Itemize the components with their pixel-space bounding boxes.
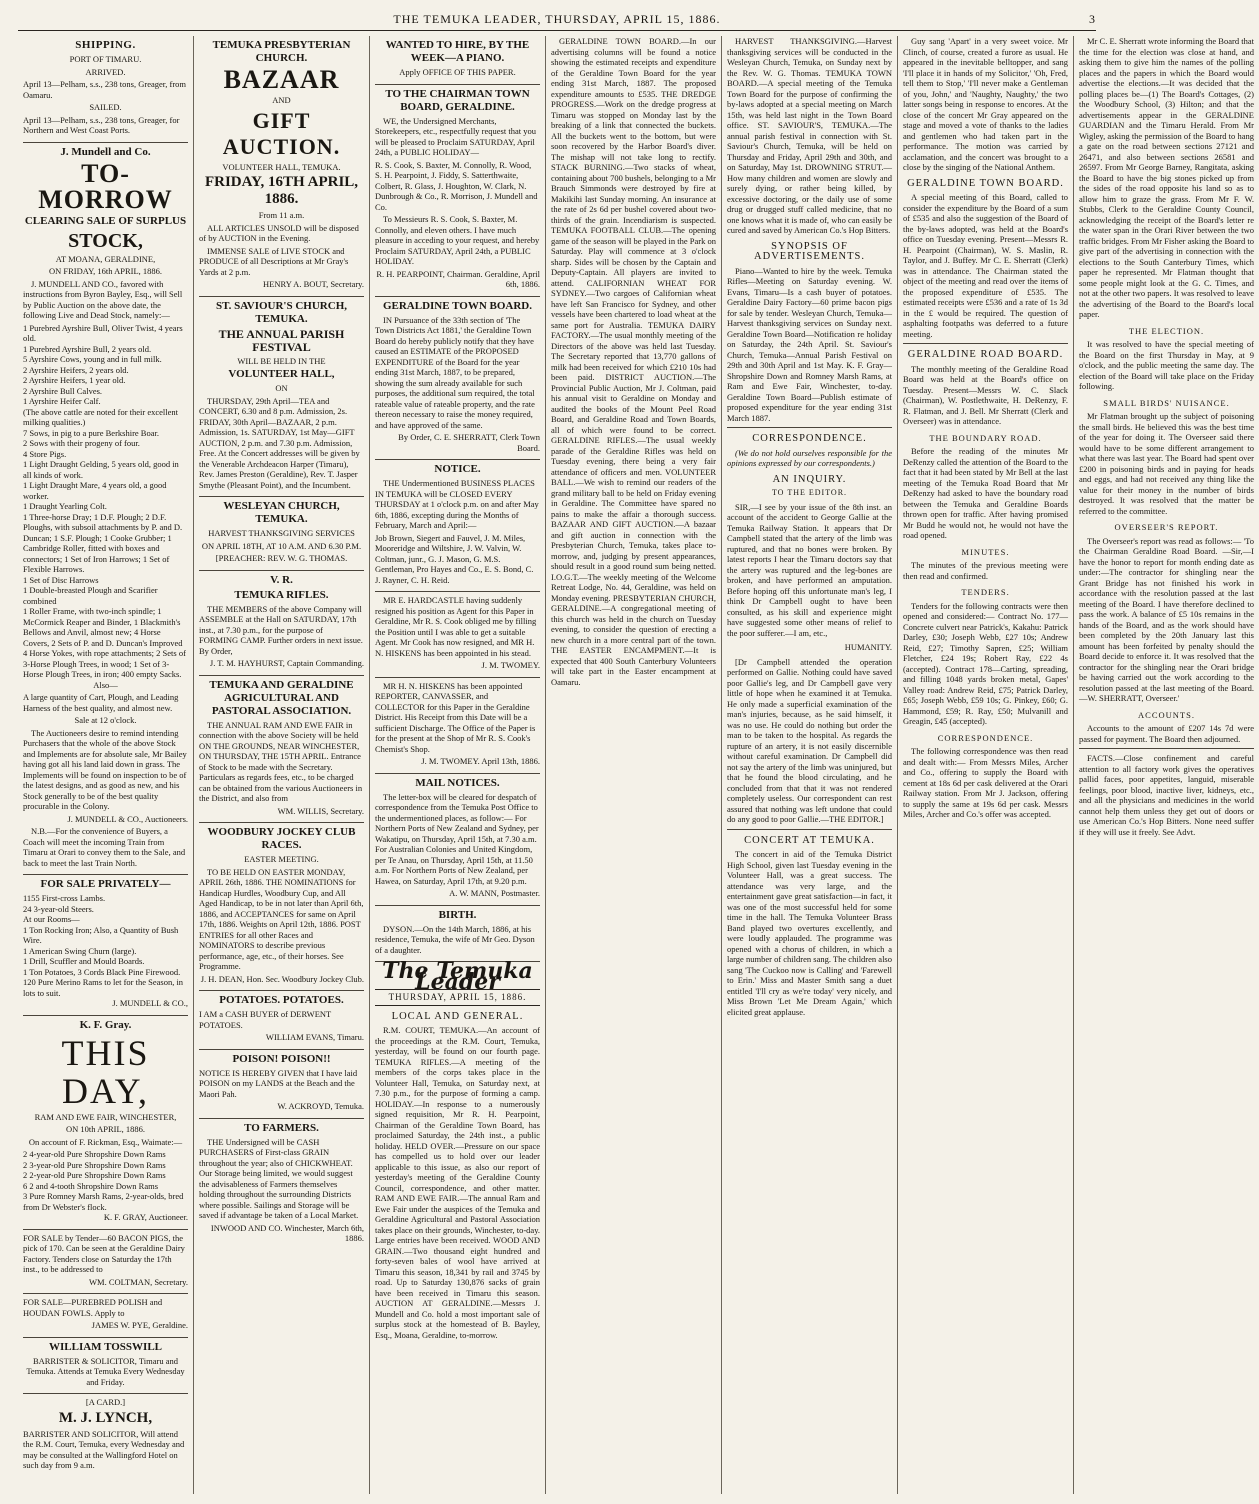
agent-body: MR E. HARDCASTLE having suddenly resigned his position as Agent for this Paper in Geraldine, Mr R. S. Cook obliged me by filling the Position until I was able to get a suitable Agent. Mr Cook has now resigned, and MR H. N. HISKENS has been appointed in his stead. [375, 595, 537, 658]
list-item: 24 3-year-old Steers. [23, 903, 94, 914]
held-line: WILL BE HELD IN THE [237, 355, 326, 366]
arrived-heading: ARRIVED. [85, 66, 126, 77]
ram-fair-date: ON 10th APRIL, 1886. [65, 1124, 146, 1134]
jockey-advert [199, 823, 364, 991]
gift-auction-heading: GIFT AUCTION. [222, 107, 341, 159]
potatoes-heading: POTATOES. POTATOES. [219, 994, 344, 1006]
requisition-names: R. S. Cook, S. Baxter, M. Connolly, R. Wood, S. H. Pearpoint, J. Fiddy, S. Satterthwaite, Colbert, R. Glass, J. Houghton, W. Clark, N. Dunbrough & Co., R. Morrison, J. Mundell and Co. [375, 159, 538, 212]
list-item: 2 3-year-old Pure Shropshire Down Rams [23, 1159, 166, 1170]
election-body: It was resolved to have the special meeting of the Board on the first Thursday in May, at 9 o'clock, and the public meeting the same day. The election of the Board will take place on the Friday following. [1079, 339, 1254, 391]
shipping-heading: SHIPPING. [75, 39, 136, 51]
also-body: A large quantity of Cart, Plough, and Leading Harness of the best quality, and almost new. [23, 692, 179, 713]
rifles-body: THE MEMBERS of the above Company will ASSEMBLE at the Hall on SATURDAY, 17th inst., at 7.30 p.m., for the purpose of FORMING CAMP. Further orders in next issue. By Order, [199, 603, 363, 656]
agri-sign: WM. WILLIS, Secretary. [277, 805, 364, 816]
farmers-heading: TO FARMERS. [244, 1121, 319, 1134]
page-number: 3 [1089, 12, 1096, 26]
synopsis-body: Piano—Wanted to hire by the week. Temuka Rifles—Meeting on Saturday evening. W. Evans, Timaru—Is a cash buyer of potatoes. Geraldine Dairy Factory—60 prime bacon pigs for sale by tender. Wesleyan Church, Temuka—Harvest thanksgiving services on Sunday next. Geraldine Town Board—Notification re holiday on Saturday, the 24th April. St. Saviour's Church, Temuka—Annual Parish Festival on 29th and 30th April and 1st May. K. F. Gray—Shropshire Down and Romney Marsh Rams, at Ram and Ewe Fair, Winchester, to-day. Geraldine Town Board—Publish estimate of proposed expenditure for the year ending 31st March 1887. [727, 265, 892, 423]
list-item: 2 Sows with their progeny of four. [23, 438, 140, 448]
mail-sign: A. W. MANN, Postmaster. [449, 888, 540, 898]
agent-notice [375, 592, 540, 678]
reporter-notice [375, 678, 540, 774]
poison-body: NOTICE IS HEREBY GIVEN that I have laid POISON on my LANDS at the Beach and the Maori Pah. [199, 1067, 358, 1099]
synopsis-heading: SYNOPSIS OF ADVERTISEMENTS. [754, 240, 865, 262]
closing-names: Job Brown, Siegert and Fauvel, J. M. Miles, Mooreridge and Wiltshire, J. W. Valvin, W. Coltman, junr., G. J. Mason, G. M.S. Gentleman, Pro Hayes and Co., E. S. Bond, C. J. Rayner, C. H. Reid. [375, 532, 534, 585]
sale-body: J. MUNDELL AND CO., favored with instructions from Byron Bayley, Esq., will Sell by Public Auction on the above date, the following Live and Dead Stock, namely:— [23, 278, 183, 320]
requisition-reply: To Messieurs R. S. Cook, S. Baxter, M. Connolly, and eleven others. I have much pleasure in acceding to your request, and hereby Proclaim SATURDAY, April 24th, a PUBLIC HOLIDAY. [375, 214, 540, 266]
festival-advert [199, 297, 364, 498]
sailed-heading: SAILED. [89, 102, 122, 112]
farmers-advert [199, 1119, 364, 1250]
bacon-advert [23, 1230, 188, 1295]
this-day-heading: THIS DAY, [61, 1032, 150, 1111]
town-board-report-body: A special meeting of this Board, called to consider the expenditure by the Board of a sum of £535 and also the suggestion of the Board of the by-laws adopted, was held at the Board's office on Tuesday evening. Present—Messrs R. H. Pearpoint (Chairman), W. S. Maslin, R. Taylor, and J. Buffey. Mr C. E. Sherratt (Clerk) was in attendance. The Chairman stated the object of the meeting and read over the items of the proposed expenditure of £535. The estimated receipts were £536 and a rate of 1s 3d in the £ would be required. The question of asphalting footpaths was deferred to a future meeting. [903, 192, 1068, 339]
private-sale-heading: FOR SALE PRIVATELY— [40, 878, 171, 890]
list-item: 1 Purebred Ayrshire Bull, 2 years old. [23, 343, 152, 354]
wesleyan-advert [199, 497, 364, 571]
gray-name: K. F. Gray. [79, 1018, 132, 1031]
private-sale-list [23, 893, 188, 998]
ram-fair-heading: RAM AND EWE FAIR, WINCHESTER, [34, 1111, 177, 1122]
shipping-notice [23, 36, 188, 143]
potatoes-advert [199, 991, 364, 1050]
minutes-body: The minutes of the previous meeting were then read and confirmed. [903, 560, 1068, 581]
list-item: 1 American Swing Churn (large). [23, 945, 137, 956]
overseer-heading: OVERSEER'S REPORT. [1114, 522, 1219, 532]
and-word: AND [272, 95, 291, 105]
farmers-body: THE Undersigned will be CASH PURCHASERS of First-class GRAIN throughout the year; also of CHICKWHEAT. Our Storage being limited, we would suggest the advisableness of Farmers themselves holding throughout the surrounding Districts where possible. Sailings and Storage will be saved if advantage be taken of a Local Market. [199, 1136, 359, 1220]
venue: VOLUNTEER HALL, TEMUKA. [222, 161, 341, 172]
piano-advert [375, 36, 540, 85]
masthead-title: THE TEMUKA LEADER, THURSDAY, APRIL 15, 1886. [393, 12, 721, 26]
newspaper-title: The Temuka Leader [382, 958, 533, 995]
also-heading: Also— [93, 679, 118, 690]
concert-body: The concert in aid of the Temuka District High School, given last Tuesday evening in the Volunteer Hall, was a great success. The attendance was very large, and the entertainment gave great satisfaction—in fact, it was one of the most successful held for some time in the hall. The Temuka Volunteer Brass Band played two overtures excellently, and were loudly applauded. The programme was opened with a chorus of children, in which a large number of children sang. The children also sang 'The Cuckoo now is Calling' and 'Farewell to Erin.' Miss and Master Smith sang a duet entitled 'I'll cry as we're today' very nicely, and Miss Brown 'Let Me Dream Again,' which elicited great applause. [727, 849, 892, 1017]
town-board-report-heading: GERALDINE TOWN BOARD. [907, 177, 1064, 189]
piano-heading: WANTED TO HIRE, BY THE WEEK—A PIANO. [385, 39, 530, 64]
ram-list [23, 1149, 188, 1212]
list-item: (The above cattle are noted for their excellent milking qualities.) [23, 406, 179, 427]
road-board-body: The monthly meeting of the Geraldine Road Board was held at the Board's office on Tuesday. Present—Messrs W. C. Slack (Chairman), W. Postlethwaite, H. DeRenzy, F. R. Flatman, and J. Bell. Mr Sherratt (Clerk and Overseer) was in attendance. [903, 363, 1068, 426]
poison-heading: POISON! POISON!! [232, 1052, 331, 1065]
board-correspondence-body: The following correspondence was then read and dealt with:— From Messrs Miles, Archer and Co., offering to supply the Board with cement at 18s 6d per cask delivered at the Orari Railway station. From Mr J. Jackson, offering to supply the same at 19s 6d per cask. Messrs Miles, Archer and Co.'s offer was accepted. [903, 746, 1068, 819]
festival-body: THURSDAY, 29th April—TEA and CONCERT, 6.30 and 8 p.m. Admission, 2s. FRIDAY, 30th April—BAZAAR, 2 p.m. Admission, 1s. SATURDAY, 1st May—GIFT AUCTION, 2 p.m. and 7.30 p.m. Admission, Free. At the Concert addresses will be given by the Venerable Archdeacon Harper (Timaru), Rev. James Preston (Geraldine), Rev. T. Jasper Smythe (Pleasant Point), and the Incumbent. [199, 395, 360, 490]
stock-heading: STOCK, [68, 229, 143, 252]
list-item: At our Rooms— [23, 914, 80, 924]
easter-heading: EASTER MEETING. [244, 854, 319, 864]
list-item: 1 Ayrshire Heifer Calf. [23, 396, 101, 406]
saviour-heading: ST. SAVIOUR'S CHURCH, TEMUKA. [215, 299, 347, 325]
harvest-date: ON APRIL 18TH, AT 10 A.M. AND 6.30 P.M. [201, 540, 362, 551]
hall-line: VOLUNTEER HALL, [228, 368, 335, 380]
list-item: 1 Draught Yearling Colt. [23, 501, 107, 511]
lynch-body: BARRISTER AND SOLICITOR, Will attend the R.M. Court, Temuka, every Wednesday and may be consulted at the Wallingford Hotel on such day from 9 a.m. [23, 1428, 185, 1470]
jockey-heading: WOODBURY JOCKEY CLUB RACES. [207, 826, 356, 851]
farmers-sign: INWOOD AND CO. Winchester, March 6th, 1886. [210, 1222, 364, 1243]
list-item: 7 Sows, in pig to a pure Berkshire Boar. [23, 427, 159, 438]
bacon-sign: WM. COLTMAN, Secretary. [89, 1276, 188, 1287]
rifles-advert [199, 571, 364, 676]
wesleyan-heading: WESLEYAN CHURCH, TEMUKA. [223, 500, 340, 525]
bazaar-date: FRIDAY, 16TH APRIL, 1886. [204, 174, 359, 207]
agri-body: THE ANNUAL RAM AND EWE FAIR in connection with the above Society will be held ON THE GROUNDS, NEAR WINCHESTER, ON THURSDAY, THE 15TH APRIL. Entrance of Stock to be made with the Secretary. Particulars as regards fees, etc., to be charged can be obtained from the various Auctioneers in the District, and also from [199, 719, 363, 803]
list-item: 1 Ton Rocking Iron; Also, a Quantity of Bush Wire. [23, 924, 179, 945]
holiday-requisition [375, 85, 540, 297]
minutes-heading: MINUTES. [961, 546, 1010, 557]
live-stock-sale: IMMENSE SALE of LIVE STOCK and PRODUCE of all Descriptions at Mr Gray's Yards at 2 p.m. [199, 245, 349, 277]
reporter-body: MR H. N. HISKENS has been appointed REPORTER, CANVASSER, and COLLECTOR for this Paper in the Geraldine District. His Receipt from this Date will be a sufficient Discharge. The Office of the Paper is for the present at the Shop of Mr R. S. Cook's Chemist's Shop. [375, 680, 536, 754]
newspaper-columns [18, 36, 1254, 1494]
private-sale-advert [23, 875, 188, 1016]
boundary-body: Before the reading of the minutes Mr DeRenzy called the attention of the Board to the fact that it had been stated by Mr Bell at the last meeting of the Temuka Road Board that Mr DeRenzy had asked to have the boundary road between the Temuka and Geraldine Boards thrown open for traffic. After having promised Mr Budd he would not, he would not have the road opened. [903, 446, 1068, 540]
list-item: 5 Ayrshire Cows, young and in full milk. [23, 354, 162, 364]
stock-list [23, 323, 188, 680]
fowls-body: FOR SALE—PUREBRED POLISH and HOUDAN FOWLS. Apply to [23, 1297, 163, 1318]
bacon-body: FOR SALE by Tender—60 BACON PIGS, the pick of 170. Can be seen at the Geraldine Dairy Factory. Tenders close on Saturday the 17th inst., to be addressed to [23, 1232, 185, 1274]
town-board-body: IN Pursuance of the 33th section of 'The Town Districts Act 1881,' the Geraldine Town Board do hereby publicly notify that they have caused an ESTIMATE of the PROPOSED EXPENDITURE of the Board for the year ending 31st March, 1887, to be prepared, showing the sum already available for such purposes, the additional sum required, the total rateable value of rateable property, and the rate thereon necessary to raise the money required, and have approved of the same. [375, 314, 535, 430]
closing-body: THE Undermentioned BUSINESS PLACES IN TEMUKA will be CLOSED EVERY THURSDAY at 1 o'clock p.m. on and after May 6th, 1886, excepting during the Months of February, March and April:— [375, 478, 539, 530]
preacher: [PREACHER: REV. W. G. THOMAS. [215, 553, 348, 563]
sale-time: Sale at 12 o'clock. [74, 715, 137, 725]
list-item: 3 Pure Romney Marsh Rams, 2-year-olds, bred from Dr Webster's flock. [23, 1191, 184, 1212]
festival-heading: THE ANNUAL PARISH FESTIVAL [218, 326, 345, 354]
card-label: [A CARD.] [85, 1397, 126, 1407]
list-item: 1155 First-cross Lambs. [23, 893, 106, 903]
list-item: 1 Drill, Scuffler and Mould Boards. [23, 956, 145, 966]
requisition-sign: R. H. PEARPOINT, Chairman. Geraldine, April 6th, 1886. [376, 268, 540, 289]
rifles-sign: J. T. M. HAYHURST, Captain Commanding. [209, 658, 364, 668]
private-sale-sign: J. MUNDELL & CO., [112, 998, 188, 1008]
requisition-heading: TO THE CHAIRMAN TOWN BOARD, GERALDINE. [385, 87, 530, 113]
column-5 [722, 36, 898, 1494]
overseer-body: The Overseer's report was read as follows:— 'To the Chairman Geraldine Road Board. —Sir,—I have the honor to report for month ending date as under:—The contractor for shingling near the Grant Bridge has not finished his work in accordance with the resolution passed at the last meeting of the Board. I have therefore declined to pass the work. A balance of £5 10s remains in the hands of the Board, and as the work should have been completed by the 20th January last this amount has been forfeited by penalty should the Board decide to enforce it. It was resolved that the contractor for the shingling near the Orari bridge be having carried out the work according to the resolution passed at the last meeting of the Board. —W. SHERRATT, Overseer.' [1079, 535, 1254, 703]
birth-notice [375, 906, 540, 963]
harvest-heading: HARVEST THANKSGIVING SERVICES [208, 528, 355, 538]
list-item: 1 Set of Disc Harrows [23, 574, 99, 585]
list-item: 2 Ayrshire Heifers, 1 year old. [23, 375, 126, 385]
arrived-entry: April 13—Pelham, s.s., 238 tons, Greager, from Oamaru. [23, 79, 187, 100]
list-item: 1 Purebred Ayrshire Bull, Oliver Twist, 4 years old. [23, 322, 183, 343]
list-item: 1 Three-horse Dray; 1 D.F. Plough; 2 D.F. Ploughs, with subsoil attachments by P. and D. Duncan; 1 S.F. Plough; 1 Cooke Grubber; 1 Cambridge Roller, fitted with boxes and connectors; 1 Set of Iron Harrows; 1 Set of Flexible Harrows. [23, 511, 183, 574]
vr-crest: V. R. [270, 573, 293, 586]
local-body: R.M. COURT, TEMUKA.—An account of the proceedings at the R.M. Court, Temuka, yesterday, will be found on our fourth page. TEMUKA RIFLES.—A meeting of the members of the corps takes place in the Volunteer Hall, Temuka, on Saturday next, at 7.30 p.m., for the purpose of forming a camp. HOLIDAY.—In response to a numerously signed requisition, Mr R. H. Pearpoint, Chairman of the Geraldine Town Board, has proclaimed Saturday, the 24th inst., a public holiday. HELD OVER.—Pressure on our space has compelled us to hold over our leader applicable to this issue, as also our report of yesterday's meeting of the Geraldine County Council, correspondence, and other matter. RAM AND EWE FAIR.—The annual Ram and Ewe Fair under the auspices of the Temuka and Geraldine Agricultural and Pastoral Association takes place on their grounds, Winchester, to-day. Large entries have been received. WOOD AND GRAIN.—Two thousand eight hundred and forty-seven bales of wool have arrived at Timaru this season, 18,341 by rail and 3745 by road. Up to Saturday 130,876 sacks of grain have been received in Timaru this season. AUCTION AT GERALDINE.—Messrs J. Mundell and Co. hold a most important sale of surplus stock at the homestead of B. Bayley, Esq., Moana, Geraldine, to-morrow. [375, 1025, 541, 1340]
sale-date: ON FRIDAY, 16th APRIL, 1886. [48, 266, 163, 276]
fowls-advert [23, 1294, 188, 1338]
concert-heading: CONCERT AT TEMUKA. [744, 834, 875, 846]
poison-advert [199, 1050, 364, 1119]
tenders-heading: TENDERS. [961, 587, 1010, 597]
column-7 [1074, 36, 1259, 1494]
piano-apply: Apply OFFICE OF THIS PAPER. [399, 67, 516, 77]
news-body: Mr C. E. Sherratt wrote informing the Board that the time for the election was close at hand, and asking them to give him the names of the polling places and the papers in which the Board would advertise the elections.—It was decided that the polling places be—(1) The Board's Cottages, (2) the Woodbury School, (3) Hilton; and that the advertisements appear in the GERALDINE GUARDIAN and the Timaru Herald. From Mr Wigley, asking the permission of the Board to hang a gate on the road between sections 27121 and 26471, and also between sections 26581 and 26597. From Mr George Barney, Rangitata, asking the Board to have the big stones picked up from the sides of the road opposite his land so as to allow him to graze the grass. From Mr F. W. Stubbs, Clerk to the Geraldine County Council, acknowledging the receipt of the Board's letter re the water span in the Orari River between the two traffic bridges. From Mr Fisher asking the Board to give part of the advertising in connection with the elections to the South Canterbury Times, which paper he represented. Mr Flatman thought that some people might look at the G. C. Times, and not at the other two papers. It was resolved to leave the advertising of the Board to the Board's local paper. [1079, 36, 1254, 319]
town-board-sign: By Order, C. E. SHERRATT, Clerk Town Board. [398, 432, 540, 453]
jockey-body: TO BE HELD ON EASTER MONDAY, APRIL 26th, 1886. THE NOMINATIONS for Handicap Hurdles, Woodbury Cup, and All Aged Handicap, to be in not later than April 6th, 1886, and ACCEPTANCES for same on April 17th, 1886. Weights on April 12th, 1886. POST ENTRIES for all other Races and NOMINATORS to describe previous performance, age, etc., of their horses. See Programme. [199, 866, 364, 971]
column-4 [546, 36, 722, 1494]
column-3 [370, 36, 546, 1494]
issue-dateline: THURSDAY, APRIL 15, 1886. [375, 989, 540, 1006]
requisition-body: WE, the Undersigned Merchants, Storekeepers, etc., respectfully request that you will be pleased to Proclaim SATURDAY, April 24th, a PUBLIC HOLIDAY— [375, 115, 536, 157]
potatoes-sign: WILLIAM EVANS, Timaru. [265, 1032, 364, 1042]
clearing-heading: CLEARING SALE OF SURPLUS [24, 214, 187, 227]
birds-heading: SMALL BIRDS' NUISANCE. [1103, 397, 1230, 408]
on-line: ON [275, 383, 288, 393]
list-item: 2 2-year-old Pure Shropshire Down Rams [23, 1170, 166, 1180]
fowls-sign: JAMES W. PYE, Geraldine. [91, 1320, 188, 1330]
news-body: Guy sang 'Apart' in a very sweet voice. Mr Clinch, of course, created a furore as usual. He appeared in the inevitable belltopper, and sang 'I'll place it in hands of my Solicitor,' 'Oh, Fred, tell them to Stop,' 'I'll never make a Gentleman of you, John,' and 'Naughty, Naughty,' the two latter songs being in response to encores. At the close of the concert Mr Gray appeared on the stage and moved a vote of thanks to the ladies and gentlemen who had taken part in the performance. The motion was carried by acclamation, and the concert was brought to a close by the singing of the National Anthem. [903, 36, 1068, 172]
bazaar-heading: BAZAAR [223, 65, 340, 94]
list-item: 2 Ayrshire Bull Calves. [23, 385, 103, 396]
tosswill-card [23, 1338, 188, 1395]
to-editor: TO THE EDITOR. [771, 488, 848, 497]
sale-place: AT MOANA, GERALDINE, [55, 253, 156, 264]
tosswill-name: WILLIAM TOSSWILL [49, 1340, 162, 1353]
masthead [18, 8, 1096, 31]
bazaar-advert [199, 36, 364, 297]
list-item: 1 Roller Frame, with two-inch spindle; 1 McCormick Reaper and Binder, 1 Blackmith's Bellows and Anvil, almost new; 4 Horse Covers, 2 Sets of P. and D. Duncan's Improved 4 Horse Yokes, with rope attachments; 2 Sets of 3-Horse Plough Trees, in wood; 1 Set of 3-Horse Plough Trees, in iron; 400 empty Sacks. [23, 606, 186, 679]
auctioneers-note: The Auctioneers desire to remind intending Purchasers that the whole of the above Stock and Implements are for absolute sale, Mr Bailey having got all his land laid down in grass. The Implements will be found on inspection to be of the latest designs, and as good as new, and his Stock generally to be of the best quality procurable in the Colony. [23, 727, 187, 811]
list-item: 1 Double-breasted Plough and Scarifier combined [23, 585, 158, 606]
tomorrow-heading: TO-MORROW [38, 158, 173, 214]
column-1 [18, 36, 194, 1494]
bazaar-sign: HENRY A. BOUT, Secretary. [263, 279, 364, 289]
mail-body: The letter-box will be cleared for despatch of correspondence from the Temuka Post Office to the undermentioned places, as follow:— For Northern Ports of New Zealand and Sydney, per Wakatipu, on Thursday, April 15th, at 7.30 a.m. For Australian Colonies and United Kingdom, per Te Anau, on Thursday, April 15th, at 11.50 a.m. For Northern Ports of New Zealand, per Hawea, on Saturday, April 17th, at 9.20 p.m. [375, 791, 539, 886]
birth-body: DYSON.—On the 14th March, 1886, at his residence, Temuka, the wife of Mr Geo. Dyson of a daughter. [375, 923, 535, 955]
facts-body: FACTS.—Close confinement and careful attention to all factory work gives the operatives pallid faces, poor appetites, languid, miserable feelings, poor blood, inactive liver, kidneys, etc., and all the physicians and medicines in the world cannot help them unless they get out of doors or use American Co.'s Hop Bitters. None need suffer if they will use it freely. See Advt. [1079, 753, 1254, 837]
bazaar-time: From 11 a.m. [258, 210, 305, 220]
closing-notice [375, 460, 540, 592]
inquiry-body: SIR,—I see by your issue of the 8th inst. an account of the accident to George Gallie at the Temuka Railway Station. It appears that Dr Campbell stated that the artery of the limb was ruptured, and that no bones were broken. By latest reports I hear the Timaru doctors say that the artery was ruptured and the leg-bones are broken, and have performed an amputation. Before hoping off this unfortunate man's leg, I think Dr Campbell ought to have been consulted, as his skill and experience might have suggested some other means of relief to the poor sufferer.—I am, etc., [727, 501, 892, 638]
port-heading: PORT OF TIMARU. [69, 54, 142, 64]
mail-notices [375, 774, 540, 906]
list-item: 2 Ayrshire Heifers, 2 years old. [23, 364, 129, 375]
correspondence-note: (We do not hold ourselves responsible for the opinions expressed by our correspondents.) [727, 447, 892, 468]
column-6 [898, 36, 1074, 1494]
ram-sign: K. F. GRAY, Auctioneer. [103, 1212, 188, 1222]
rifles-heading: TEMUKA RIFLES. [234, 588, 329, 601]
news-body: HARVEST THANKSGIVING.—Harvest thanksgiving services will be conducted in the Wesleyan Church, Temuka, on Sunday next by the Rev. W. G. Thomas. TEMUKA TOWN BOARD.—A special meeting of the Temuka Town Board for the purpose of confirming the by-laws adopted at a special meeting on March 15th, was held last night in the Town Board office. ST. SAVIOUR'S, TEMUKA.—The annual parish festival in connection with St. Saviour's Church, Temuka, will be held on Thursday and Friday, April 29th and 30th, and on Saturday, May 1st. DROWNING STRUT.—How many children and women are slowly and surely dying, or rather being killed, by excessive doctoring, or the daily use of some drug or drugged stuff called medicine, that no one knows what it is made of, who can easily be cured and saved by American Co.'s Hop Bitters. [727, 36, 892, 235]
board-correspondence-heading: CORRESPONDENCE. [937, 732, 1034, 743]
accounts-body: Accounts to the amount of £207 14s 7d were passed for payment. The Board then adjourned. [1079, 723, 1254, 744]
agent-sign: J. M. TWOMEY. [481, 660, 540, 670]
tenders-body: Tenders for the following contracts were then opened and considered:— Contract No. 177—Concrete culvert near Patrick's, Kakahu: Patrick Darley, £30; Joseph Webb, £27 10s; Andrew Reid, £27; Timothy Sapren, £25; William Fletcher, £24 19s; Robert Ray, £22 4s (accepted). Contract 178—Carting, spreading, and filling 1048 yards broken metal, Gapes' Valley road: Andrew Reid, £75; Patrick Darley, £65; Joseph Webb, £59 10s; G. Pinkey, £60; G. Hammond, £59; R. Ray, £50; Mulvanill and Greagin, £45 (accepted). [903, 600, 1068, 726]
birth-heading: BIRTH. [438, 908, 477, 921]
inquiry-heading: AN INQUIRY. [772, 473, 847, 485]
lynch-card [23, 1394, 188, 1477]
unsold-articles: ALL ARTICLES UNSOLD will be disposed of by AUCTION in the Evening. [199, 222, 359, 243]
agricultural-advert [199, 676, 364, 824]
reporter-sign: J. M. TWOMEY. April 13th, 1886. [421, 756, 540, 766]
editor-note: [Dr Campbell attended the operation performed on Gallie. Nothing could have saved poor Gallie's leg, and Dr Campbell gave very little of hope when he examined it at Temuka. He only made a superficial examination of the man's injuries, because, as he said himself, it was no use. He could do nothing but order the man to be taken to the hospital. As regards the rupture of an artery, it is not easily discernible without careful examination. Dr Campbell did not say the artery of the limb was uninjured, but that he found the blood circulating, and he concluded from that that it was not rendered completely useless. Our correspondent can rest assured that nothing was left undone that could do any good to poor Gallie.—THE EDITOR.] [727, 656, 892, 824]
mail-heading: MAIL NOTICES. [415, 776, 500, 789]
town-board-heading: GERALDINE TOWN BOARD. [382, 299, 533, 312]
list-item: 6 2 and 4-tooth Shropshire Down Rams [23, 1180, 159, 1191]
correspondence-heading: CORRESPONDENCE. [752, 433, 867, 444]
jockey-sign: J. H. DEAN, Hon. Sec. Woodbury Jockey Club. [200, 973, 364, 984]
church-heading: TEMUKA PRESBYTERIAN CHURCH. [212, 39, 351, 64]
notice-heading: NOTICE. [434, 463, 481, 475]
inquiry-sign: HUMANITY. [844, 642, 892, 652]
list-item: 1 Light Draught Mare, 4 years old, a good worker. [23, 480, 167, 501]
town-board-estimate [375, 297, 540, 461]
agri-heading: TEMUKA AND GERALDINE AGRICULTURAL AND PASTORAL ASSOCIATION. [209, 678, 354, 717]
list-item: 1 Light Draught Gelding, 5 years old, good in all kinds of work. [23, 459, 179, 480]
ram-fair-account: On account of F. Rickman, Esq., Waimate:— [28, 1136, 183, 1147]
lynch-name: M. J. LYNCH, [58, 1409, 153, 1426]
list-item: 120 Pure Merino Rams to let for the Season, in lots to suit. [23, 977, 184, 998]
news-body: GERALDINE TOWN BOARD.—In our advertising columns will be found a notice showing the estimated receipts and expenditure of the Geraldine Town Board for the year ending 31st March, 1887. The proposed expenditure amounts to £535. THE DREDGE PROGRESS.—Work on the dredge progress at Timaru was stopped on Monday last by the breaking of a link that connected the buckets. All the buckets went to the bottom, but were soon recovered by the Harbor Board's diver. The mishap will not take long to rectify. STACK BURNING.—Two stacks of wheat, containing about 700 bushels, belonging to a Mr Brauch Simmonds were destroyed by fire at Makikihi last Sunday morning. An insurance at the rate of 2s 6d per bushel covered about two-thirds of the grain. Incendiarism is suspected. TEMUKA FOOTBALL CLUB.—The opening game of the season will be played in the Park on Saturday. Play will commence at 3 o'clock sharp. Sides will be chosen by the Captain and Deputy-Captain. All players are invited to attend. CALIFORNIAN WHEAT FOR SYDNEY.—Two cargoes of Californian wheat have left San Francisco for Sydney, and other vessels have been chartered to load wheat at the same port for Australia. TEMUKA DAIRY FACTORY.—The usual monthly meeting of the Directors of the above was held last Tuesday. The Secretary reported that 13,770 gallons of milk had been received for which £210 10s had been paid. DISTRICT AUCTION.—The Provincial Public Auction, Mr J. Coltman, paid his annual visit to Geraldine on Monday and audited the books of the Mount Peel Road Board, and Geraldine Road and Town Boards, all of which were found to be correct. GERALDINE RIFLES.—The usual weekly parade of the Geraldine Rifles was held on Tuesday evening, there being a very fair attendance of officers and men. VOLUNTEER BALL.—We wish to remind our readers of the grand military ball to be held on Friday evening in Geraldine. The Committee have spared no pains to make the affair a thorough success. BAZAAR AND GIFT AUCTION.—A bazaar and gift auction in connection with the Presbyterian Church, Temuka, takes place to-morrow, and, judging by present appearances, should result in a good round sum being netted. I.O.G.T.—The weekly meeting of the Welcome Retreat Lodge, No. 44, Geraldine, was held on Monday evening. PRESBYTERIAN CHURCH, GERALDINE.—A congregational meeting of this church was held in the church on Tuesday evening, to consider the question of erecting a new church in a more central part of the town. THE EASTER ENCAMPMENT.—It is expected that 400 South Canterbury Volunteers will take part in the Easter encampment at Oamaru. [551, 36, 716, 687]
accounts-heading: ACCOUNTS. [1138, 709, 1195, 720]
mundell-advert [23, 143, 188, 876]
gray-advert [23, 1016, 188, 1230]
boundary-heading: THE BOUNDARY ROAD. [929, 432, 1042, 443]
road-board-heading: GERALDINE ROAD BOARD. [907, 349, 1064, 360]
tosswill-body: BARRISTER & SOLICITOR, Timaru and Temuka. Attends at Temuka Every Wednesday and Friday. [26, 1355, 185, 1387]
list-item: 1 Ton Potatoes, 3 Cords Black Pine Firewood. [23, 966, 181, 977]
list-item: 2 4-year-old Pure Shropshire Down Rams [23, 1149, 166, 1159]
local-heading: LOCAL AND GENERAL. [391, 1010, 524, 1022]
poison-sign: W. ACKROYD, Temuka. [277, 1101, 364, 1111]
signoff: J. MUNDELL & CO., Auctioneers. [67, 813, 188, 824]
column-2 [194, 36, 370, 1494]
birds-body: Mr Flatman brought up the subject of poisoning the small birds. He believed this was the best time of the year for doing it. The Overseer said there would have to be some different arrangement to what there was last year. The Board had spent over £200 in poisoning birds and in paying for heads and eggs, and had not received any thing like the value for their money in the number of birds destroyed. It was resolved that the matter be referred to the committee. [1079, 411, 1254, 516]
potatoes-body: I AM a CASH BUYER of DERWENT POTATOES. [199, 1009, 332, 1030]
sailed-entry: April 13—Pelham, s.s., 238 tons, Greager, for Northern and West Coast Ports. [23, 114, 180, 135]
nb-note: N.B.—For the convenience of Buyers, a Coach will meet the incoming Train from Timaru at Orari to convey them to the Sale, and back to meet the last Train North. [23, 826, 186, 868]
firm-name: J. Mundell and Co. [60, 145, 151, 158]
list-item: 4 Store Pigs. [23, 448, 67, 459]
election-heading: THE ELECTION. [1128, 325, 1205, 336]
